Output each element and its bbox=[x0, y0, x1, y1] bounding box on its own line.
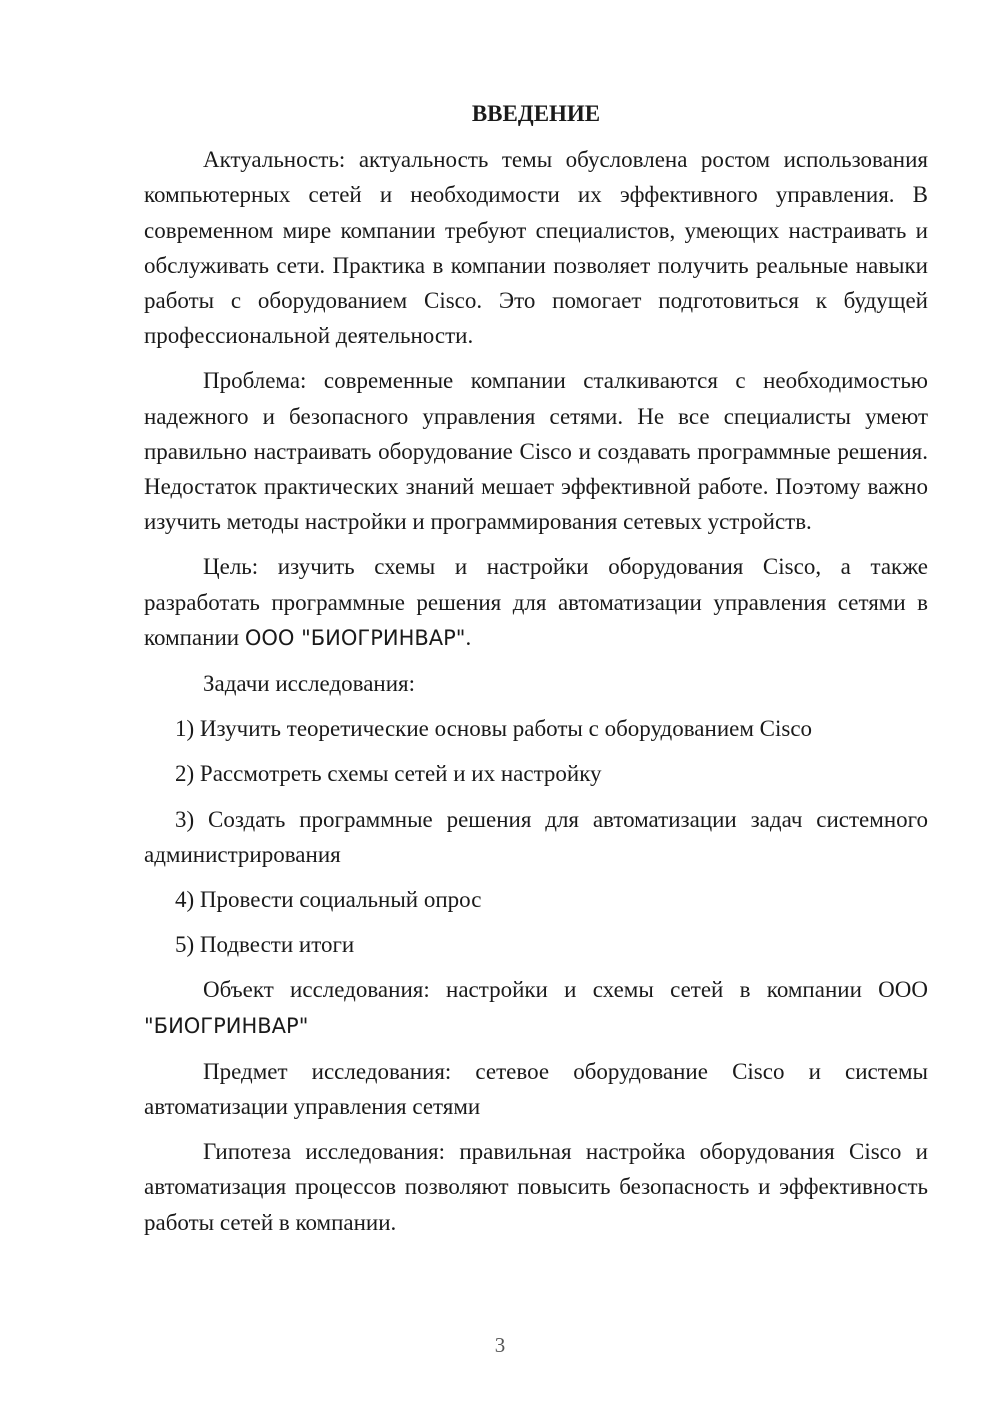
paragraph-object bbox=[144, 972, 928, 1043]
goal-end: . bbox=[465, 624, 472, 650]
task-item-1: 1) Изучить теоретические основы работы с оборудованием Cisco bbox=[175, 716, 813, 742]
task-item-5: 5) Подвести итоги bbox=[175, 932, 355, 958]
paragraph-goal bbox=[144, 549, 928, 656]
object-text: Объект исследования: настройки и схемы сетей в компании ООО bbox=[203, 977, 928, 1003]
paragraph-hypothesis: Гипотеза исследования: правильная настройка оборудования Cisco и автоматизация процессов позволяют повысить безопасность и эффективность работы сетей в компании. bbox=[144, 1139, 928, 1235]
object-company-name: "БИОГРИНВАР" bbox=[144, 1013, 309, 1038]
task-item-2: 2) Рассмотреть схемы сетей и их настройку bbox=[175, 761, 602, 787]
task-item-3: 3) Создать программные решения для автоматизации задач системного администрирования bbox=[144, 806, 928, 867]
tasks-heading: Задачи исследования: bbox=[203, 671, 416, 697]
goal-company-name: ООО "БИОГРИНВАР" bbox=[244, 625, 466, 650]
goal-text: Цель: изучить схемы и настройки оборудования Cisco, а также разработать программные решения для автоматизации управления сетями в компании bbox=[144, 554, 928, 650]
paragraph-problem: Проблема: современные компании сталкиваются с необходимостью надежного и безопасного управления сетями. Не все специалисты умеют правильно настраивать оборудование Cisco и создавать программные решения. Недостаток практических знаний мешает эффективной работе. Поэтому важно изучить методы настройки и программирования сетевых устройств. bbox=[144, 368, 928, 535]
document-page bbox=[144, 96, 928, 1250]
page-number: 3 bbox=[494, 1333, 506, 1357]
page-title: ВВЕДЕНИЕ bbox=[471, 101, 601, 126]
task-item-4: 4) Провести социальный опрос bbox=[175, 887, 482, 913]
paragraph-subject: Предмет исследования: сетевое оборудование Cisco и системы автоматизации управления сетями bbox=[144, 1058, 928, 1120]
paragraph-relevance: Актуальность: актуальность темы обусловлена ростом использования компьютерных сетей и необходимости их эффективного управления. В современном мире компании требуют специалистов, умеющих настраивать и обслуживать сети. Практика в компании позволяет получить реальные навыки работы с оборудованием Cisco. Это помогает подготовиться к будущей профессиональной деятельности. bbox=[144, 147, 928, 349]
